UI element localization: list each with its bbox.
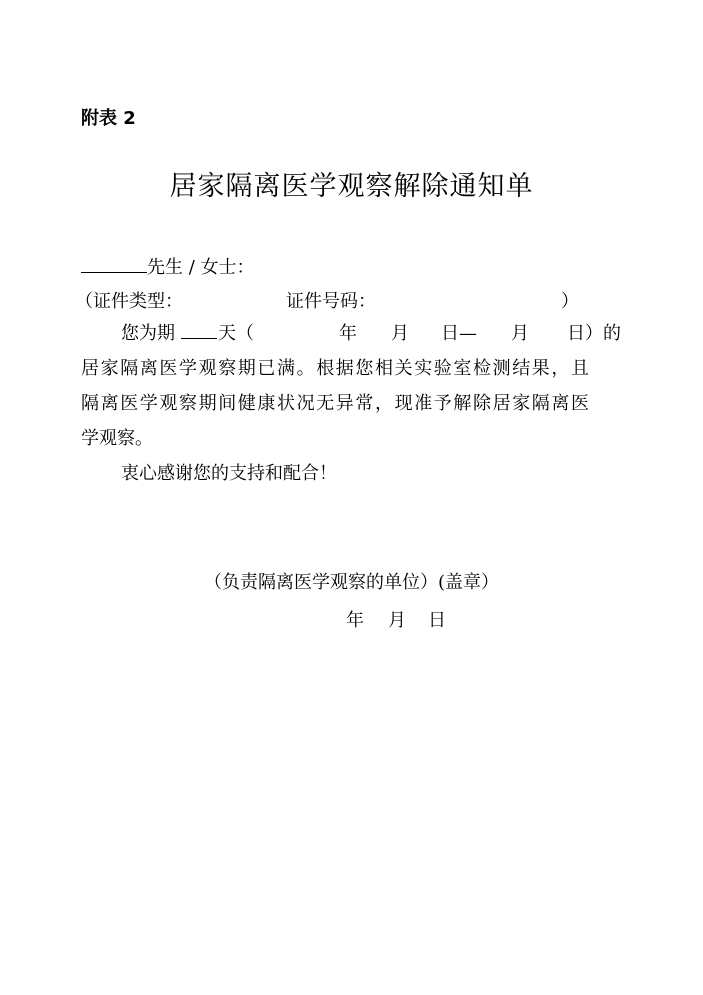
greeting-line [81,254,255,280]
days-blank [181,320,217,339]
period-day-dash: 日— [441,323,477,344]
period-month: 月 [391,323,409,344]
id-number-label: 证件号码： [286,291,376,312]
body-line-3: 隔离医学观察期间健康状况无异常，现准予解除居家隔离医 [81,393,591,414]
issue-date-day: 日 [428,610,446,631]
period-line [81,316,626,351]
period-year: 年 [339,323,357,344]
id-close-paren: ） [561,291,579,312]
body-line-4: 学观察。 [81,428,153,449]
name-blank [81,254,147,273]
annex-label: 附表 2 [81,108,136,129]
issue-date-month: 月 [388,610,406,631]
greeting-suffix: 先生 / 女士： [147,257,255,278]
body-line-2: 居家隔离医学观察期已满。根据您相关实验室检测结果，且 [81,358,591,379]
issue-date-year: 年 [346,610,364,631]
period-prefix: 您为期 [121,323,175,344]
notice-body [81,316,626,456]
period-month-end: 月 [511,323,529,344]
period-end: 日）的 [567,323,621,344]
period-days: 天（ [218,323,254,344]
issuer-stamp-line: （负责隔离医学观察的单位）(盖章） [203,572,500,593]
id-type-label: （证件类型： [75,291,183,312]
thanks-line: 衷心感谢您的支持和配合！ [121,463,337,484]
document-title: 居家隔离医学观察解除通知单 [169,171,534,202]
